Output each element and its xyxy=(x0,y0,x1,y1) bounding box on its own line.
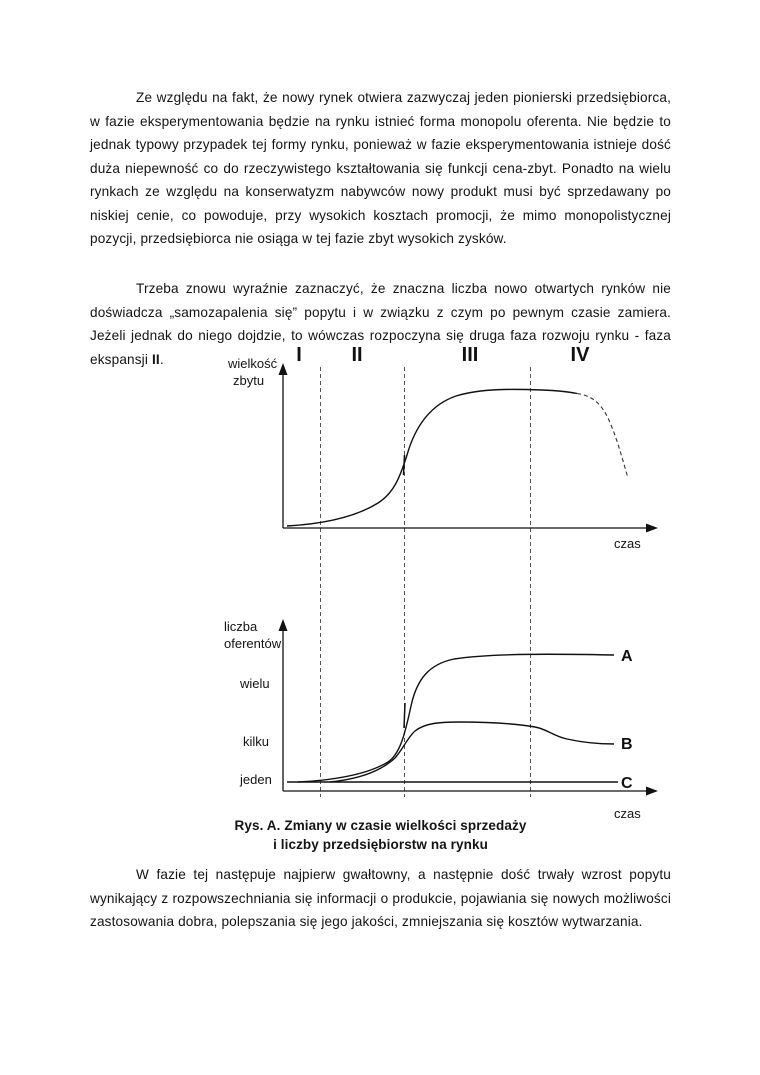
curve-a xyxy=(298,654,614,782)
sales-ylabel-line1: wielkość xyxy=(228,356,278,371)
sales-curve-inflection-mark xyxy=(404,455,405,475)
phase-label-4: IV xyxy=(570,344,590,366)
sales-curve-decline-dashed xyxy=(577,394,628,479)
sales-chart xyxy=(227,356,658,551)
figure-caption xyxy=(90,816,671,854)
ytick-wielu: wielu xyxy=(240,676,270,691)
figure-caption-line1: Rys. A. Zmiany w czasie wielkości sprzedaży xyxy=(234,818,527,833)
sales-xlabel: czas xyxy=(614,536,641,551)
firms-x-axis-arrow xyxy=(646,787,658,796)
curve-a-label: A xyxy=(621,648,633,665)
curve-c-label: C xyxy=(621,775,633,792)
curve-b xyxy=(330,722,614,782)
firms-xlabel: czas xyxy=(614,806,641,821)
phase-label-3: III xyxy=(461,344,479,366)
paragraph-1: Ze względu na fakt, że nowy rynek otwiera zazwyczaj jeden pionierski przedsiębiorca, w fazie eksperymentowania będzie na rynku istnieć forma monopolu oferenta. Nie będzie to jednak typowy przypadek tej formy rynku, ponieważ w fazie eksperymentowania istnieje dość duża niepewność co do rzeczywistego kształtowania się funkcji cena-zbyt. Ponadto na wielu rynkach ze względu na konserwatyzm nabywców nowy produkt musi być sprzedawany po niskiej cenie, co powoduje, przy wysokich kosztach promocji, że mimo monopolistycznej pozycji, przedsiębiorca nie osiąga w tej fazie zbyt wysokich zysków. xyxy=(90,90,671,246)
curve-a-inflection-mark xyxy=(404,703,405,728)
ytick-jeden: jeden xyxy=(240,772,272,787)
paragraph-3: W fazie tej następuje najpierw gwałtowny, a następnie dość trwały wzrost popytu wynikający z rozpowszechniania się informacji o produkcie, pojawiania się nowych możliwości zastosowania dobra, polepszania się jego jakości, zmniejszania się kosztów wytwarzania. xyxy=(90,867,671,929)
figure-charts xyxy=(0,335,760,827)
firms-ylabel-line2: oferentów xyxy=(224,636,282,651)
phase-label-1: I xyxy=(296,344,302,366)
paragraph-2-text: Trzeba znowu wyraźnie zaznaczyć, że znaczna liczba nowo otwartych rynków nie doświadcza „samozapalenia się” popytu i w związku z czym po pewnym czasie zamiera. Jeżeli jednak do niego dojdzie, to wówczas rozpoczyna się druga faza rozwoju rynku - faza ekspansji xyxy=(90,281,671,367)
sales-y-axis-arrow xyxy=(279,363,288,375)
firms-chart xyxy=(224,619,658,821)
sales-ylabel-line2: zbytu xyxy=(233,373,265,388)
figure-caption-line2: i liczby przedsiębiorstw na rynku xyxy=(273,837,488,852)
paragraph-2-reference: II xyxy=(151,351,160,367)
paragraph-2-period: . xyxy=(159,351,164,367)
phase-label-2: II xyxy=(351,344,363,366)
sales-curve xyxy=(287,389,577,526)
firms-ylabel-line1: liczba xyxy=(224,619,258,634)
sales-x-axis-arrow xyxy=(646,524,658,533)
ytick-kilku: kilku xyxy=(243,734,270,749)
curve-b-label: B xyxy=(621,736,633,753)
figure-svg xyxy=(0,335,760,827)
firms-y-axis-arrow xyxy=(279,619,288,631)
